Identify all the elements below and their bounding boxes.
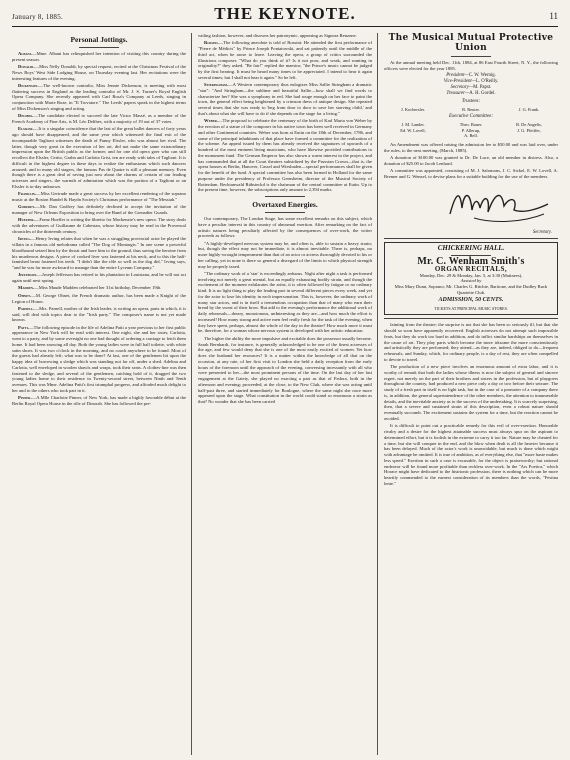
member-name: R. De Angelis, xyxy=(516,122,542,128)
divider xyxy=(79,47,119,48)
masthead xyxy=(12,4,558,27)
divider xyxy=(384,318,558,319)
officer-separator: — xyxy=(464,73,469,79)
column-middle xyxy=(198,33,378,755)
item-text: —Miss Gertrude made a great success by her excellent rendering of the soprano music at the Boston Handel & Haydn Society's Christmas performance of "The Messiah." xyxy=(12,191,186,202)
continued-paragraph: vailing fashion, however, and disowns her patronymic, appearing as Signora Benzone. xyxy=(198,33,357,38)
member-name: J. G. Pfeiffer, xyxy=(517,127,541,133)
article-item xyxy=(12,236,186,271)
executive-grid xyxy=(384,122,558,139)
article-item xyxy=(12,306,186,323)
article-item xyxy=(12,126,186,189)
divider xyxy=(265,196,305,197)
columns xyxy=(12,33,558,755)
ad-hall: CHICKERING HALL. xyxy=(437,244,505,253)
divider xyxy=(384,238,558,239)
newspaper-title: THE KEYNOTE. xyxy=(214,4,356,23)
member-name: P. Allerup, xyxy=(461,127,481,133)
trustees-grid xyxy=(384,107,558,113)
ad-tickets: TICKETS AT PRINCIPAL MUSIC STORES. xyxy=(434,305,508,311)
article-item xyxy=(198,118,372,193)
item-lead: Parnell. xyxy=(18,305,35,311)
item-text: —Mr. Dan Godfrey has definitely declined to accept the invitation of the manager of New Orleans Exposition to bring over the Band of the Grenadier Guards. xyxy=(12,204,186,216)
overtaxed-article xyxy=(198,216,372,405)
association-intro: At the annual meeting held Dec. 11th, 1884, at 86 East Fourth Street, N. Y., the following officers were elected for the year 1885. xyxy=(384,60,558,71)
signature-caption: Secretary. xyxy=(532,229,552,235)
item-text: —The proposal to celebrate the centenary of the birth of Karl Maria von Weber by the erection of a statue of the composer in his native town has been well received in Germany and other Continental countries. Weber was born at Eutin on the 18th of December, 1786, and some of the principal inhabitants of that place have formed a committee for the realization of the scheme. An appeal issued by them has already received the signatures of upwards of a hundred of the most eminent living musicians, who have likewise provided contributions to the monument fund. The German Emperor has also shown a warm interest in the project, and has commanded that at all the Court theatres subsidized by the Prussian Crown—that is, the opera houses at Berlin, Hanover, Cassel and Wiesbaden—special performances shall be given for the benefit of the fund. A special committee has also been formed in Holland for the same purpose under the presidency of Professor Gernsheim, director of the Musical Society of Rotterdam. Bechtanwald Rübsteckd is the chairman of the central committee at Eutin. Up to the present time, however, the subscriptions only amount to 2,394 marks. xyxy=(198,118,372,193)
overtaxed-continued xyxy=(384,322,558,486)
trustees-label: Trustees: xyxy=(461,99,481,105)
association-title: The Musical Mutual Protective Union xyxy=(388,33,554,53)
item-text: —A Western contemporary thus eulogizes Miss Sallie Stringham a dramatic "star": "And Stringham—the sublime and beautiful Sallie—how shall we find words to characterize her? She was a symphony in red. She had rouge enough on her face to paint the town, the general effect being heightened by a crimson dress of antique design. She repeated several times that she was ready to 'beg from door to door to save her starving child,' and that's about what she will have to do if she depends on the stage for a living." xyxy=(198,82,372,116)
item-text: —The following anecdote is told of Rossini: He attended the first performance of "Pierre de Médicis" by Prince Joseph Poniatowski, and sat patiently until the middle of the third act, when he arose to leave. Leaving the opera, a group of critics surrounded the illustrious composer. "What do you think of it? Is it not poor, and weak, and wanting in originality?" they asked. "Be fair!" replied the maestro; "the Prince's music cannot be judged by the first hearing. It must be heard many times to be appreciated. I intend to hear it again several times; but I shall not hear it again." So he left. xyxy=(198,40,372,80)
member-name: J. G. Frank. xyxy=(518,106,540,112)
item-lead: Donaldi. xyxy=(18,64,35,70)
column-left xyxy=(12,33,192,755)
recital-advertisement xyxy=(384,242,558,315)
item-lead: Ohnet. xyxy=(18,292,32,298)
ad-performer: Mr. C. Wenham Smith's xyxy=(417,256,525,268)
member-name: Theo. Bauer. xyxy=(459,122,483,128)
member-name: Ed. W. Lovell, xyxy=(400,127,426,133)
executive-label: Executive Committee: xyxy=(448,114,493,120)
secretary-signature xyxy=(384,184,558,228)
article-item xyxy=(12,51,186,63)
divider xyxy=(451,56,491,57)
ad-recitals: ORGAN RECITALS, xyxy=(434,264,508,273)
officer-name: M. Papst. xyxy=(473,85,492,91)
paragraph: fainting from the theatre; the surprise is not that she has been so seriously ill, but that she should so soon have apparently recovered. English actresses do not attempt such impossible feats, but they do work too hard in addition, and do inflict similar hardships on themselves in the cause of art. They play parts which become the more irksome the more conscientiously and artistically they are performed; they attend—as they are, indeed, obliged to do—frequent rehearsals, and Sunday, which, for ordinary people, is a day of rest, they are often compelled to devote to travel. xyxy=(384,322,558,362)
officer-separator: — xyxy=(465,91,470,97)
item-text: —Joseph Jefferson has retired to his plantation in Louisiana, and he will not act again until next spring. xyxy=(12,272,186,284)
item-lead: Jefferson. xyxy=(18,272,38,278)
issue-date: January 8, 1885. xyxy=(12,13,64,21)
item-text: —Franz Hueffer is writing the libretto for Mackenzie's new opera. The story deals with the adventures of Guillaume de Cabestan, whose history may be read in the Provencal chronicles of the thirteenth century. xyxy=(12,217,186,234)
column-right xyxy=(384,33,558,755)
article-item xyxy=(12,113,186,125)
ad-dates: Monday, Dec. 29 & Monday, Jan. 5, at 3:30 (Matinees), xyxy=(419,272,523,278)
officer-role: President xyxy=(446,73,465,79)
item-lead: Delibes. xyxy=(18,113,34,119)
article-item xyxy=(12,395,186,407)
officer-name: A. H. Gordel. xyxy=(469,91,496,97)
item-text: —The following episode in the life of Adelina Patti a year previous to her first public appearance in New York will be read with interest. One night, she and her sister, Carlotta, went to a party, and by some oversight no one had thought of ordering a carriage to fetch them home. It had been snowing all day. Both the young ladies were in full ball toilette, with white satin shoes. It was two o'clock in the morning, and no coach anywhere to be found. Most of the guests had already left; what was to be done? At last, one of the gentlemen hit upon the happy idea of borrowing a sledge which was standing not far off, under a shed. Adelina and Carlotta, well enveloped in woolen shawls and wraps, took their seats. A clothes-line was then fastened to the sledge, and several of the gentlemen, catching hold of it, dragged the two young ladies home to their residence in Twenty-second street, between Ninth and Tenth avenues. This was Mme. Adelina Patti's first triumphal progress, and afforded much delight to her and to the others who took part in it. xyxy=(12,324,186,393)
officer-role: Vice-President xyxy=(443,79,472,85)
ad-artists: Miss Mary Dunn, Soprano; Mr. Charles G. Ritchie, Baritone, and the Dudley Buck Quartette Club. xyxy=(394,284,548,296)
member-name: J. M. Lander. xyxy=(401,122,425,128)
signature-image xyxy=(444,184,554,228)
member-name xyxy=(384,133,442,139)
item-text: —The candidate elected to succeed the late Victor Massé, as a member of the French Academy of Fine Arts, is M. Léo Delibes, with a majority of 19 out of 37 votes. xyxy=(12,113,186,125)
item-text: —Henry Irving relates that when he was a struggling provincial actor he played the villain in a famous old melodrama called "The Dog of Montargis." In one scene a powerful bloodhound seized him by the throat and bore him to the ground, thus saving the heroine from his murderous designs. A piece of cooked liver was fastened at his neck, and to this the half-famished beast fastened his teeth. "I didn't like the rôle so well as the dog did," Irving says, "and he was far more awkward to manage than the entire Lyceum Company." xyxy=(12,236,186,270)
article-item xyxy=(12,285,186,291)
paragraph: The higher the ability the more impulsive and excitable does the possessor usually become. Sarah Bernhardt, for instance, is generally acknowledged to be one of the finest actresses of the age, and few would deny that she is one of the most easily excited of women. Yet how does she husband her resources? It is a matter within the knowledge of all that on the occasion, at any rate, of her first visit to London she held a daily reception from the early hours of the forenoon until the approach of the evening, conversing incessantly with all who were presented to her—the most prominent persons of the time. On the last day of her last engagement at the Gaiety, she played no exacting a part as that of Fedora, both in the afternoon and evening; proceeded, at the close, to the New Club, where she was acting until half-past three, and started immediately for Boulogne, where the same night she once more appeared upon the stage. What constitution in the world could stand so enormous a strain as that? No wonder that she has been carried xyxy=(198,335,372,405)
article-item xyxy=(12,204,186,216)
article-item xyxy=(198,82,372,117)
officer-role: Secretary xyxy=(450,85,469,91)
officer-line xyxy=(384,91,558,97)
article-item xyxy=(198,40,372,80)
divider xyxy=(265,212,305,213)
item-text: —A Mlle Charlotte Pinner, of New York, has made a highly favorable début at the Berlin Royal Opera House in the rôle of Dinorah. She has followed the pre- xyxy=(12,395,186,407)
paragraph: The production of a new piece involves an enormous amount of extra labor, and it is worthy of remark that both the ladies whose illness is now the subject of general and sincere regret, not merely on the part of their brothers and sisters in the profession, but of playgoers throughout the country, had produced a new piece only a day or two before their seizure. The study of a fresh part in itself is no light task, but in the case of a promoter of a company there is, in addition, the general superintendence of the other members, the attention to innumerable details, and the inevitable anxiety as to the success of the undertaking. It is scarcely surprising, then, that a severe and sustained strain of this description, even a robust nature should eventually succumb. The excitement sustains the system for a time, but the reaction cannot be avoided. xyxy=(384,364,558,421)
item-lead: Rossini. xyxy=(204,40,219,46)
item-text: —Mme. Albani has relinquished her intention of visiting this country during the present season. xyxy=(12,51,186,62)
item-lead: Stieringham. xyxy=(204,82,229,88)
paragraph: Our contemporary, The London Stage, has some excellent remarks on this subject, which have a peculiar interest in this country of abnormal exertion. After remarking on the fact of artistic natures being peculiarly affected by the consequences of over-work, the writer proceeds as follows: xyxy=(198,216,372,239)
item-lead: Dickenson. xyxy=(18,82,39,88)
item-lead: Madden. xyxy=(18,285,35,291)
item-lead: Weber. xyxy=(204,118,218,124)
paragraph: An Amendment was offered raising the admission fee to $50.00 and was laid over, under the rules, to the next meeting, (March, 1885). xyxy=(384,141,558,153)
item-lead: Godfrey. xyxy=(18,204,36,210)
paragraph: It is difficult to point out a practicable remedy for this evil of over-exertion. Honorable rivalry and a desire for the highest attainable success must always spur on the aspirant to determined effort, but it is foolish in the extreme to carry it too far. Nature may be cheated for a time, but she will conquer in the end, and the blow when dealt is all the heavier because it has been delayed. Much of the actor's work is unavoidable, but much is done which might with advantage be omitted. It is true of ambition, as of everything else, that "more haste makes less speed." Exertion in such a case is excusable, for the object is praiseworthy; but rational endeavor will be found more profitable than reckless over-work. In the "Ars Poetica," which Horace might have dedicated to the histrionic profession, there is nothing which can be more heartily commended to the earnest consideration of its members than the words, "Festina lente." xyxy=(384,423,558,486)
article-item xyxy=(12,325,186,394)
item-text: —Mrs. Parnell, mother of the Irish leader, is writing an opera, parts in which, it is said, will deal with topics dear to the "Irish party." The composer's name is not yet made known. xyxy=(12,305,186,323)
article-item xyxy=(12,83,186,112)
item-lead: Franklin. xyxy=(18,191,37,197)
paragraph: A committee was appointed, consisting of M. J. Salomons, J. C. Sickel, E. W. Lovell, A. Bremer and G. Wenzel, to devise plans for a suitable building for the use of the members. xyxy=(384,168,558,179)
paragraph: "The ordinary work of a 'star' is exceedingly arduous. Night after night a task is performed involving not merely a great mental, but an equally exhausting bodily strain, and though the excitement of the moment exhilarates the artist, it is often followed by fatigue or no ordinary kind. It is no light thing to play the leading part in several different pieces every week, and yet for the actor to lose his identity in each impersonation. This is, however, the ordinary work of many star actors, and is in itself a tremendous occupation than that of many who earn their bread by the sweat of their brow. But add to the evening's performance the additional work of daily rehearsals—dreary, monotonous, unInteresting as they are—and how much the effort is increased! How many strong and active men feel really fresh for the task of the evening, when they have spent, perhaps, almost the whole of the day in the theatre? How much more it must be, therefore, for a woman whose nervous system is developed with her artistic education. xyxy=(198,270,372,334)
item-lead: Hueffer. xyxy=(18,217,35,223)
ad-assisted: Assisted by xyxy=(460,278,482,284)
paragraph: "A highly-developed nervous system may be, and often is, able to sustain a heavy strain; but, though the effect may not be immediate, it is almost inevitable. There is, perhaps, no more highly-wrought temperament than that of an actor or actress thoroughly devoted to his or her calling, yet in none is there so general a disregard of the limits to which physical strength may be properly taxed. xyxy=(198,240,373,269)
section-heading-personal: Personal Jottings. xyxy=(70,35,128,44)
member-name: R. Reuter. xyxy=(462,106,480,112)
article-item xyxy=(12,64,186,81)
officer-separator: — xyxy=(468,85,474,91)
item-text: —Miss Maude Madden celebrated her 31st birthday, December 19th. xyxy=(34,285,162,291)
item-lead: Irving. xyxy=(18,236,31,242)
member-name xyxy=(500,133,558,139)
ad-admission: ADMISSION, 50 CENTS. xyxy=(438,296,504,303)
officer-role: Treasurer xyxy=(446,91,466,97)
officers-list xyxy=(384,73,558,97)
article-item xyxy=(12,217,186,234)
item-text: —Miss Nelly Donaldi, by special request, recited at the Christmas Festival of the News Boys' West Side Lodging House, on Thursday evening last. Her recitations were the interesting features of the evening. xyxy=(12,64,186,81)
member-name: J. Kochersler. xyxy=(400,106,426,112)
officer-name: C. W. Wernig. xyxy=(468,73,496,79)
officer-separator: — xyxy=(471,79,476,85)
middle-items xyxy=(198,40,372,193)
item-text: —It is a singular coincidence that the last of the great ballet dancers of forty years ago should have disappeared, and the same year which witnessed the final exit of the incomparable Taglioni witnesses the death of Fanny Elssler, who was almost her rival. The latter, though very great in the execution of her art, did not make the same extraordinary impression upon the British public as the former; and for one old opera goer who can still recollect the Elssler, Cerito, Grahn and Carlotta Grisi, ten are ready with tales of Taglioni. It is difficult in the highest degree in these days to realize the enthusiasm which such dancers aroused; and to many old stagers, the famous Pas de Quatre is still a pleasant memory. Even though there is a great deal of raving just now about the charms of certain of our leading actresses and singers, the warmth of admiration which was the portion of a Taglioni or an Elssler is to-day unknown. xyxy=(12,126,186,189)
item-lead: Elssler. xyxy=(18,126,34,132)
section-heading-overtaxed: Overtaxed Energies. xyxy=(252,200,318,210)
officer-name: L. O'Reilly. xyxy=(475,79,499,85)
article-item xyxy=(12,272,186,284)
page-number: 11 xyxy=(549,11,558,21)
article-item xyxy=(12,191,186,203)
item-text: —The well-known contralto, Miss Jennie Dickenson, is meeting with most flattering success in England as the leading contralto of Mr. J. S. Turner's Royal English Opera Company. She recently appeared with Carl Rosa's Company at Leeds, singing in conjunction with Marie Roze, in "Il Trovatore." The Leeds' papers speak in the highest terms of Miss Dickenson's singing and acting. xyxy=(12,82,186,111)
paragraph: A donation of $100.00 was granted to Dr. De Luce, an old member in distress. Also, a donation of $25.00 to Jacob Lenhard. xyxy=(384,155,558,166)
item-lead: Patti. xyxy=(18,324,30,330)
association-notes xyxy=(384,142,558,180)
article-item xyxy=(12,293,186,305)
item-lead: Albani. xyxy=(18,51,32,56)
personal-items xyxy=(12,51,186,407)
item-text: —M. George Ohnet, the French dramatic author, has been made a Knight of the Legion of Honor. xyxy=(12,292,186,304)
member-name: A. Bell. xyxy=(464,133,478,139)
item-lead: Pinner. xyxy=(18,395,32,401)
